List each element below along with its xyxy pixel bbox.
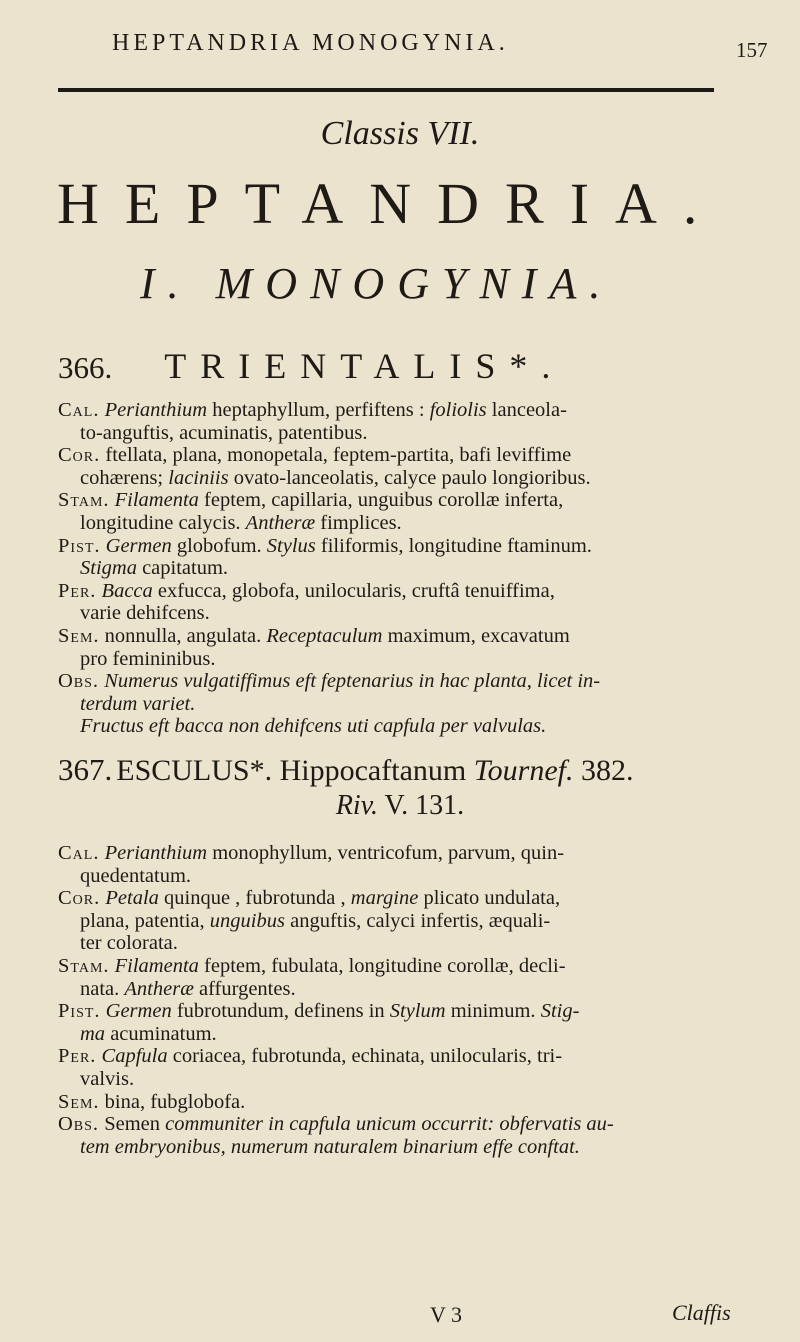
- entry-corolla: [58, 887, 770, 955]
- entry-term: margine: [350, 887, 419, 910]
- entry-term: Capfula: [101, 1045, 168, 1068]
- genus-name: ESCULUS*.: [116, 754, 273, 787]
- entry-label: Per.: [58, 1045, 97, 1068]
- entry-term: unguibus: [209, 909, 285, 932]
- entry-label: Sem.: [58, 1090, 100, 1113]
- entry-text: filiformis, longitudine ftaminum.: [315, 534, 592, 557]
- entry-text: ftellata, plana, monopetala, feptem-partita, bafi leviffime: [105, 444, 572, 467]
- entry-observatio: [58, 670, 770, 738]
- entry-text: valvis.: [80, 1067, 135, 1090]
- entry-corolla: [58, 444, 770, 489]
- genus-367-heading: [58, 752, 758, 788]
- entry-term: Filamenta: [114, 489, 199, 512]
- catchword: Claffis: [672, 1300, 731, 1325]
- genus-author: Tournef.: [473, 754, 574, 787]
- entry-term: Petala: [105, 887, 159, 910]
- entry-term: Perianthium: [104, 842, 208, 864]
- entry-text: lanceola-: [486, 399, 567, 421]
- entry-text: quedentatum.: [80, 864, 192, 887]
- entry-label: Pist.: [58, 534, 101, 557]
- entry-text: fubrotundum, definens in: [171, 1000, 390, 1023]
- entry-label: Pist.: [58, 1000, 101, 1023]
- entry-pericarpium: [58, 580, 770, 625]
- genus-366-heading: [58, 345, 758, 387]
- genus-name: TRIENTALIS*.: [164, 346, 565, 386]
- entry-text: quinque , fubrotunda ,: [158, 887, 351, 910]
- entry-term: Antheræ: [124, 977, 194, 1000]
- entry-text: ter colorata.: [80, 932, 178, 955]
- entry-label: Per.: [58, 579, 97, 602]
- entry-text: coriacea, fubrotunda, echinata, unilocularis, tri-: [167, 1045, 563, 1068]
- entry-label: Obs.: [58, 1113, 100, 1136]
- header-rule: [58, 88, 714, 92]
- entry-text: minimum.: [445, 1000, 541, 1023]
- entry-observatio: [58, 1113, 770, 1158]
- running-head: HEPTANDRIA MONOGYNIA.: [112, 30, 509, 56]
- entry-term: Perianthium: [104, 399, 208, 421]
- order-title: I. MONOGYNIA.: [140, 259, 614, 308]
- entry-text: exfucca, globofa, unilocularis, cruftâ tenuiffima,: [152, 579, 555, 602]
- entry-term: Stig-: [540, 1000, 580, 1023]
- entry-text: longitudine calycis.: [80, 511, 246, 534]
- entry-text: nonnulla, angulata.: [104, 624, 267, 647]
- entry-semina: [58, 1091, 770, 1114]
- entry-text: anguftis, calyci infertis, æquali-: [284, 909, 551, 932]
- entry-text: capitatum.: [136, 557, 229, 580]
- entry-stamina: [58, 955, 770, 1000]
- entry-term: Stigma: [80, 557, 137, 580]
- genus-367-description: [58, 842, 770, 1158]
- entry-stamina: [58, 489, 770, 534]
- entry-text: ovato-lanceolatis, calyce paulo longioribus.: [228, 466, 591, 489]
- genus-synonym: Hippocaftanum: [272, 754, 474, 787]
- entry-label: Cal.: [58, 842, 100, 864]
- entry-text: bina, fubglobofa.: [104, 1090, 246, 1113]
- entry-calyx: [58, 842, 770, 887]
- genus-366-description: [58, 399, 770, 738]
- entry-text: to-anguftis, acuminatis, patentibus.: [80, 421, 368, 444]
- entry-note: communiter in capfula unicum occurrit: obfervatis au-: [165, 1113, 614, 1136]
- entry-text: nata.: [80, 977, 125, 1000]
- genus-number: 366.: [58, 350, 113, 385]
- entry-term: Antheræ: [245, 511, 316, 534]
- genus-367-reference: [0, 790, 800, 822]
- entry-term: Stylus: [266, 534, 316, 557]
- genus-reference: V. 131.: [378, 790, 465, 821]
- entry-text: feptem, fubulata, longitudine corollæ, decli-: [198, 954, 566, 977]
- entry-term: Germen: [105, 1000, 172, 1023]
- entry-pericarpium: [58, 1045, 770, 1090]
- entry-text: acuminatum.: [105, 1022, 217, 1045]
- entry-pistillum: [58, 535, 770, 580]
- entry-term: Stylum: [389, 1000, 446, 1023]
- class-title: HEPTANDRIA.: [57, 171, 724, 236]
- entry-text: feptem, capillaria, unguibus corollæ inferta,: [198, 489, 564, 512]
- entry-pistillum: [58, 1000, 770, 1045]
- genus-author: Riv.: [335, 790, 379, 821]
- entry-semina: [58, 625, 770, 670]
- genus-reference: 382.: [573, 754, 634, 787]
- entry-label: Cal.: [58, 399, 100, 421]
- entry-text: pro femininibus.: [80, 647, 216, 670]
- entry-text: globofum.: [171, 534, 267, 557]
- entry-text: plana, patentia,: [80, 909, 210, 932]
- entry-term: Filamenta: [114, 954, 199, 977]
- page-number: 157: [736, 38, 768, 62]
- entry-label: Obs.: [58, 670, 100, 693]
- entry-text: plicato undulata,: [418, 887, 561, 910]
- entry-term: Bacca: [101, 579, 153, 602]
- entry-text: maximum, excavatum: [382, 624, 570, 647]
- genus-number: 367.: [58, 752, 113, 787]
- entry-label: Cor.: [58, 887, 101, 910]
- entry-note: tem embryonibus, numerum naturalem binarium effe conftat.: [80, 1135, 580, 1158]
- entry-text: affurgentes.: [193, 977, 296, 1000]
- entry-term: Receptaculum: [266, 624, 383, 647]
- class-heading: Classis VII.: [320, 115, 480, 152]
- entry-text: varie dehifcens.: [80, 602, 210, 625]
- entry-note: terdum variet.: [80, 692, 196, 715]
- entry-calyx: [58, 399, 770, 444]
- entry-note: Fructus eft bacca non dehifcens uti capfula per valvulas.: [80, 715, 547, 738]
- entry-label: Cor.: [58, 444, 101, 467]
- entry-term: ma: [80, 1022, 106, 1045]
- entry-text: monophyllum, ventricofum, parvum, quin-: [207, 842, 565, 864]
- entry-text: fimplices.: [315, 511, 402, 534]
- entry-text: cohærens;: [80, 466, 169, 489]
- entry-label: Stam.: [58, 954, 110, 977]
- entry-note: Numerus vulgatiffimus eft feptenarius in hac planta, licet in-: [104, 670, 601, 693]
- entry-label: Stam.: [58, 489, 110, 512]
- signature-mark: V 3: [430, 1302, 462, 1327]
- entry-term: Germen: [105, 534, 172, 557]
- entry-label: Sem.: [58, 624, 100, 647]
- entry-text: Semen: [104, 1113, 166, 1136]
- entry-text: heptaphyllum, perfiftens :: [207, 399, 430, 421]
- entry-term: laciniis: [168, 466, 229, 489]
- entry-term: foliolis: [429, 399, 487, 421]
